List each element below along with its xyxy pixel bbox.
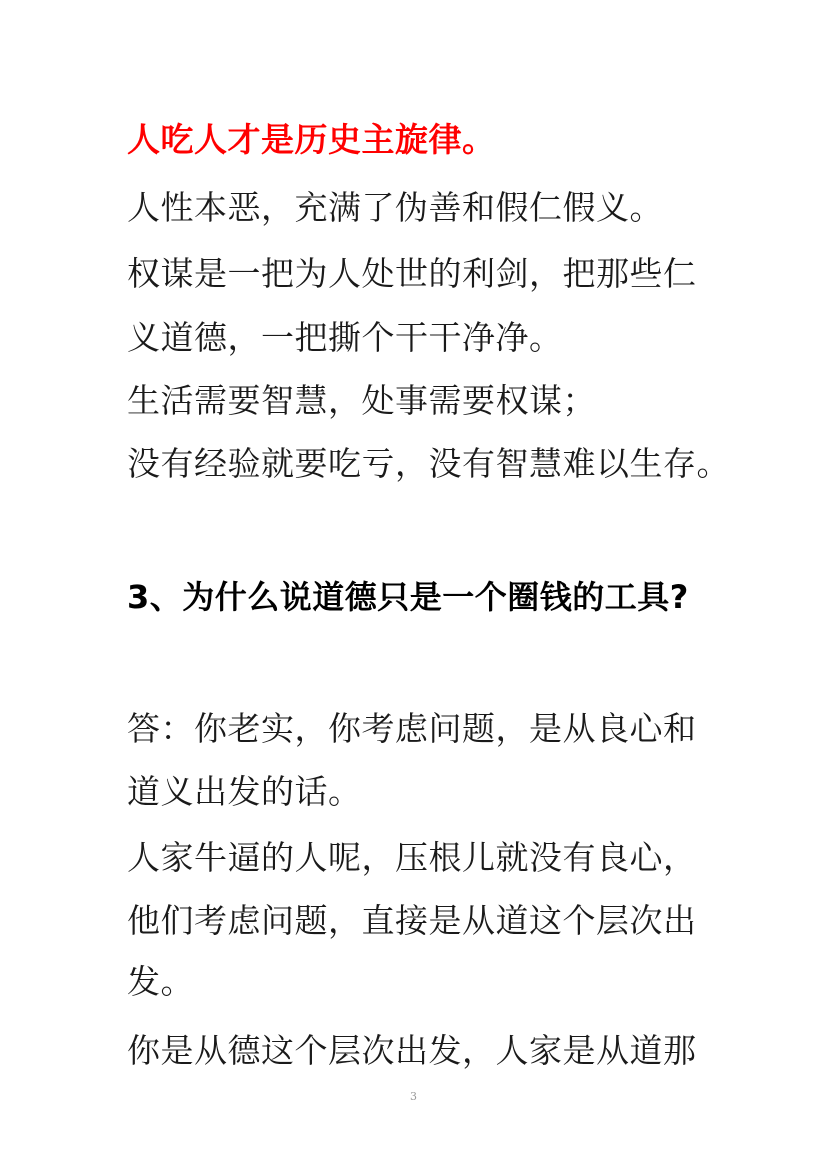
page-number: 3 [410, 1090, 417, 1103]
paragraph-line: 没有经验就要吃亏，没有智慧难以生存。 [127, 444, 730, 483]
paragraph-line: 生活需要智慧，处事需要权谋； [127, 381, 596, 420]
paragraph-line: 发。 [127, 962, 194, 1001]
paragraph-line: 人性本恶，充满了伪善和假仁假义。 [127, 188, 663, 227]
paragraph-line: 答：你老实，你考虑问题，是从良心和 [127, 709, 697, 748]
paragraph-line: 权谋是一把为人处世的利剑，把那些仁 [127, 254, 697, 293]
paragraph-line: 他们考虑问题，直接是从道这个层次出 [127, 901, 697, 940]
paragraph-line: 义道德，一把撕个干干净净。 [127, 318, 563, 357]
paragraph-line: 人家牛逼的人呢，压根儿就没有良心， [127, 838, 697, 877]
paragraph-line: 你是从德这个层次出发，人家是从道那 [127, 1031, 697, 1070]
section-heading-red: 人吃人才是历史主旋律。 [127, 120, 496, 159]
question-heading: 3、为什么说道德只是一个圈钱的工具? [127, 578, 689, 616]
paragraph-line: 道义出发的话。 [127, 772, 362, 811]
